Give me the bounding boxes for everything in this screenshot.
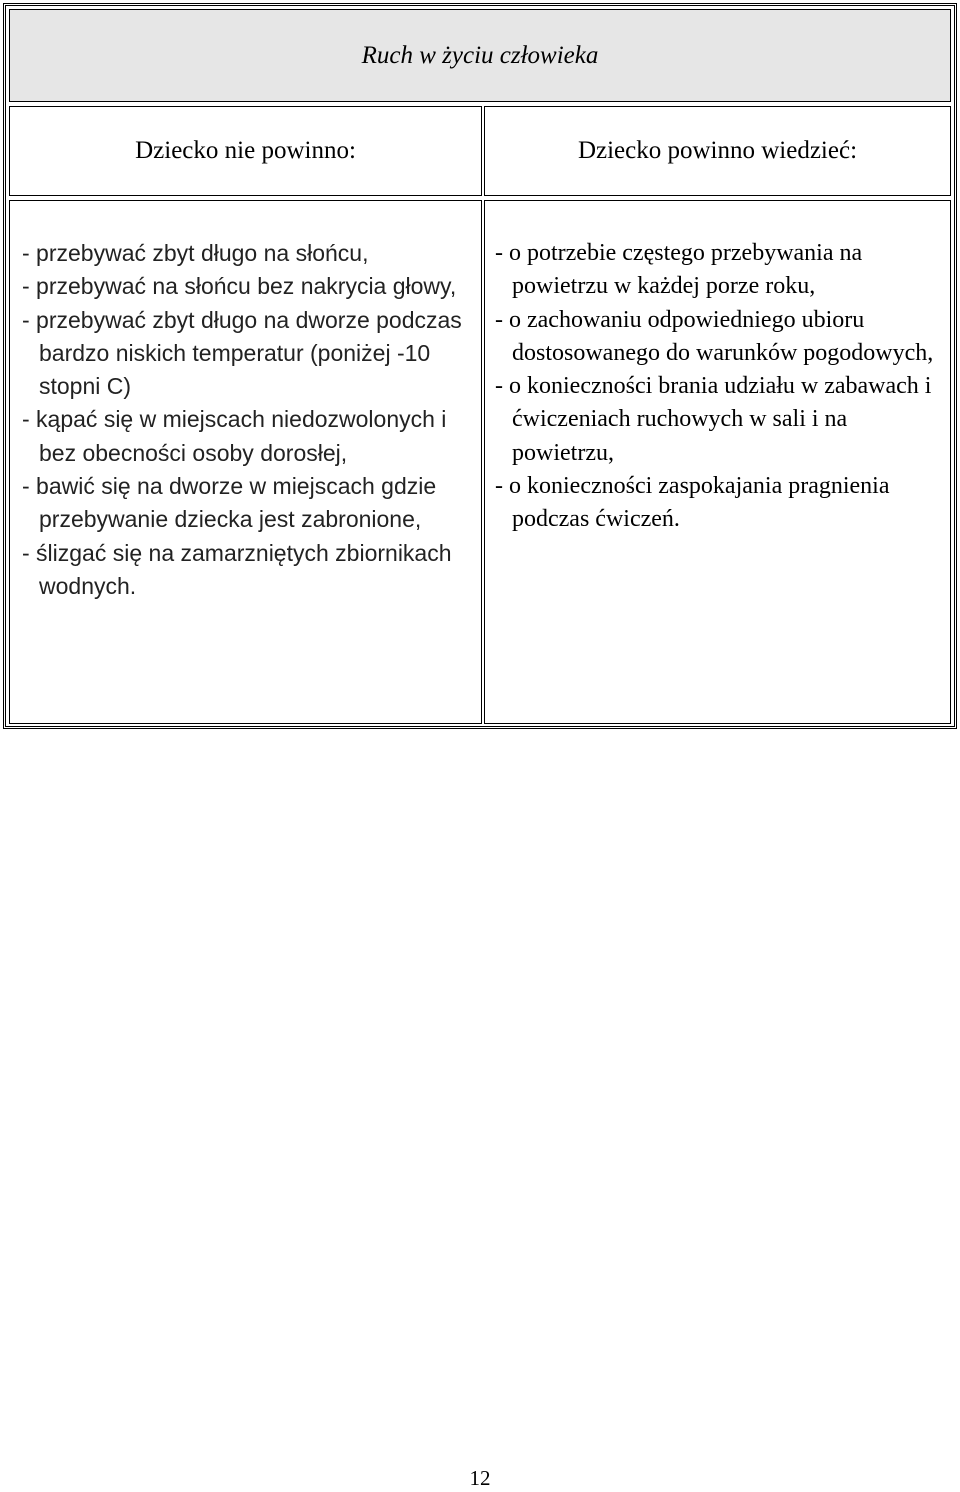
page-number: 12 [469,1466,491,1490]
list-item: - o konieczności brania udziału w zabawach i ćwiczeniach ruchowych w sali i na powietrzu, [495,373,932,466]
list-item: - o zachowaniu odpowiedniego ubioru dostosowanego do warunków pogodowych, [495,306,934,366]
list-item: - kąpać się w miejscach niedozwolonych i bez obecności osoby dorosłej, [22,406,447,466]
table-title: Ruch w życiu człowieka [361,41,599,69]
column-header-right-label: Dziecko powinno wiedzieć: [577,137,858,164]
list-item: - przebywać na słońcu bez nakrycia głowy, [22,273,457,300]
info-table [3,3,957,729]
list-item: - ślizgać się na zamarzniętych zbiornikach wodnych. [22,539,452,599]
column-header-left [9,106,482,196]
list-item: - bawić się na dworze w miejscach gdzie przebywanie dziecka jest zabronione, [22,473,437,533]
knowledge-list [495,237,945,537]
column-body-right [484,200,951,724]
prohibited-list [22,237,467,603]
list-item: - o konieczności zaspokajania pragnienia podczas ćwiczeń. [495,473,890,533]
table-title-row [9,9,951,102]
list-item: - o potrzebie częstego przebywania na powietrzu w każdej porze roku, [495,240,863,300]
column-body-left [9,200,482,724]
list-item: - przebywać zbyt długo na słońcu, [22,240,369,266]
column-header-left-label: Dziecko nie powinno: [135,137,356,164]
column-header-right [484,106,951,196]
list-item: - przebywać zbyt długo na dworze podczas bardzo niskich temperatur (poniżej -10 stopni C) [22,306,462,400]
